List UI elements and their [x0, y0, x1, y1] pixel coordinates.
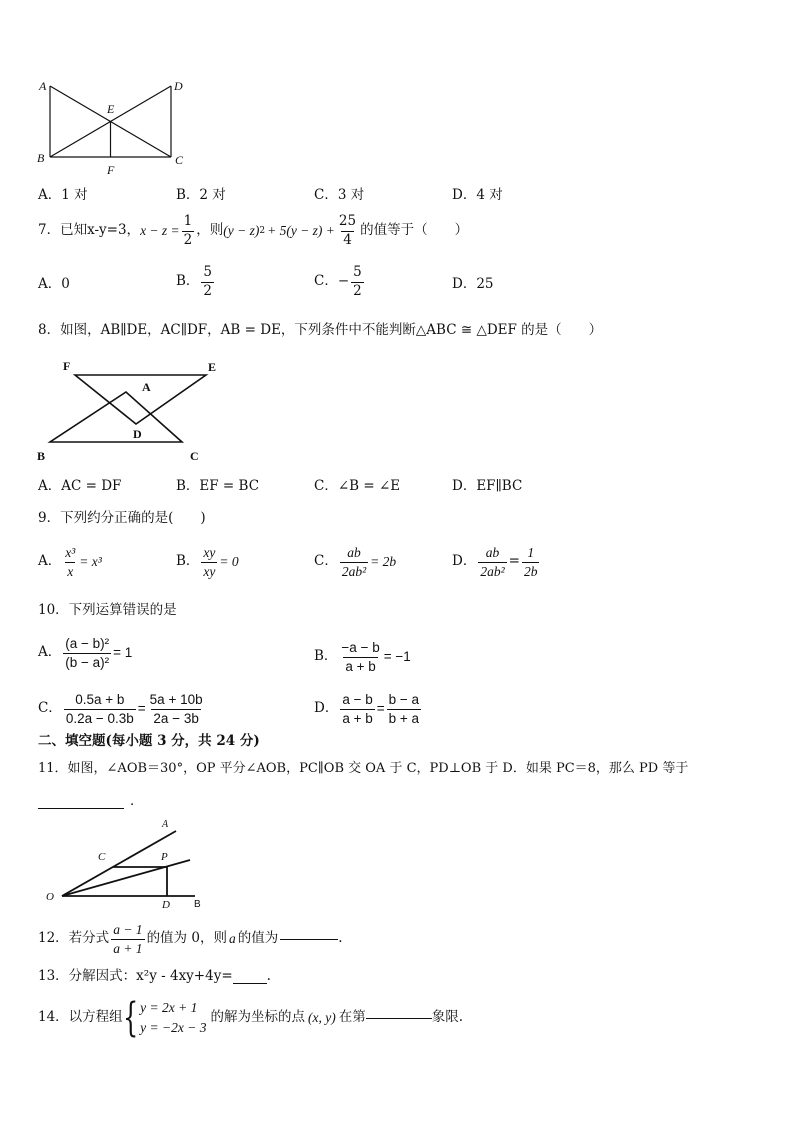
q10-c-num: 0.5a + b — [75, 692, 125, 707]
q11-end: ． — [130, 793, 144, 809]
q7-prefix: 7．已知x-y=3， — [38, 222, 141, 239]
q10-option-b-label: B． — [314, 648, 338, 665]
q10-d-rden: b + a — [388, 710, 420, 726]
q9-c-den: 2ab² — [341, 563, 367, 579]
q9-b-rhs: = 0 — [219, 554, 239, 570]
q9-b-den: xy — [203, 563, 216, 579]
q10-d-num: a − b — [342, 692, 373, 707]
q14-point: (x, y) — [307, 1010, 336, 1026]
q11-label-d: D — [162, 899, 170, 911]
q11-figure — [40, 818, 210, 913]
q10-option-c[interactable] — [38, 692, 207, 726]
q10-d-rnum: b − a — [388, 692, 420, 707]
q10-option-c-label: C． — [38, 700, 62, 717]
q12-end: . — [338, 930, 343, 947]
q11-label-p: P — [161, 851, 168, 863]
q7-option-b-label: B． — [176, 273, 200, 290]
q10-option-b[interactable] — [314, 640, 411, 674]
q9-a-rhs: = x³ — [79, 554, 102, 570]
q8-label-b: B — [37, 449, 46, 463]
q8-triangle-def — [75, 375, 206, 424]
q11-ray-op — [62, 860, 190, 896]
q11-answer-line — [38, 795, 144, 809]
q14-system — [140, 998, 206, 1037]
q10-a-num: (a − b)² — [65, 636, 110, 651]
q10-option-d[interactable] — [314, 692, 423, 726]
q9-d-rden: 2b — [523, 563, 538, 579]
q7-frac-num: 25 — [338, 213, 357, 229]
q14-mid: 的解为坐标的点 — [210, 1009, 305, 1026]
q9-option-d[interactable] — [452, 545, 541, 579]
q6-label-e: E — [107, 102, 115, 116]
q7-option-c-den: 2 — [353, 282, 362, 299]
q9-stem: 9．下列约分正确的是( ) — [38, 510, 206, 526]
q8-option-c[interactable]: C．∠B = ∠E — [314, 478, 401, 494]
q6-option-d[interactable]: D．4 对 — [452, 187, 503, 203]
q7-suffix: 的值等于（ ） — [360, 222, 469, 239]
q9-d-num: ab — [485, 545, 500, 560]
q10-option-a-label: A． — [38, 644, 62, 661]
q10-c-rnum: 5a + 10b — [149, 692, 203, 707]
q6-label-f: F — [107, 163, 115, 177]
q9-option-a[interactable] — [38, 545, 102, 579]
q11-label-c: C — [98, 851, 106, 863]
q9-option-b-label: B． — [176, 553, 200, 570]
q7-cond-fraction — [182, 214, 195, 248]
q6-option-c[interactable]: C．3 对 — [314, 187, 365, 203]
q14-stem — [38, 995, 463, 1041]
q10-option-d-label: D． — [314, 700, 339, 717]
q14-answer-blank[interactable] — [366, 1018, 432, 1019]
q6-option-b[interactable]: B．2 对 — [176, 187, 226, 203]
q12-suffix: 的值为 — [237, 930, 279, 947]
q9-option-c[interactable] — [314, 545, 396, 579]
q8-triangle-abc — [50, 392, 182, 442]
q14-suffix2: 象限. — [431, 1009, 463, 1026]
q13-stem — [38, 970, 271, 984]
q9-d-rnum: 1 — [527, 545, 535, 560]
q13-answer-blank[interactable] — [233, 983, 267, 984]
q10-d-eq: = — [376, 701, 385, 717]
q7-option-b-den: 2 — [203, 282, 213, 299]
q7-cond-den: 2 — [183, 231, 193, 248]
q9-a-den: x — [67, 563, 74, 579]
q8-option-d[interactable]: D．EF∥BC — [452, 478, 523, 494]
q7-expr2: + 5(y − z) + — [267, 223, 335, 239]
q6-label-d: D — [174, 79, 183, 93]
q8-label-a: A — [142, 380, 151, 394]
q9-c-rhs: = 2b — [370, 554, 397, 570]
q8-label-f: F — [63, 359, 71, 373]
q7-option-c-label: C．− — [314, 273, 350, 290]
q11-label-a: A — [162, 819, 169, 830]
q7-cond-lhs: x − z = — [140, 223, 180, 239]
q7-exp: 2 — [259, 225, 266, 236]
q7-option-a[interactable]: A．0 — [38, 276, 70, 292]
q11-stem: 11．如图，∠AOB＝30°，OP 平分∠AOB，PC∥OB 交 OA 于 C，PD⊥OB 于 D．如果 PC＝8，那么 PD 等于 — [38, 761, 689, 776]
q9-b-num: xy — [203, 545, 216, 560]
q12-mid: 的值为 0，则 — [146, 930, 227, 947]
q9-a-num: x³ — [65, 545, 76, 560]
q12-den: a + 1 — [113, 940, 143, 956]
q13-end: . — [266, 968, 271, 984]
q10-b-num: −a − b — [341, 640, 380, 655]
q10-option-a[interactable] — [38, 636, 132, 670]
q8-stem: 8．如图，AB∥DE，AC∥DF，AB = DE，下列条件中不能判断△ABC ≅ △DEF 的是（ ） — [38, 322, 603, 338]
q9-option-c-label: C． — [314, 553, 338, 570]
q8-label-d: D — [133, 427, 142, 441]
q10-d-den: a + b — [342, 710, 373, 726]
q7-option-b[interactable] — [176, 265, 216, 299]
q10-c-rden: 2a − 3b — [153, 710, 199, 726]
q6-label-a: A — [39, 79, 47, 93]
q7-fraction — [337, 214, 358, 248]
q7-frac-den: 4 — [343, 231, 352, 248]
q11-label-b: B — [194, 899, 201, 910]
q10-stem: 10．下列运算错误的是 — [38, 602, 177, 618]
q12-prefix: 12．若分式 — [38, 930, 110, 947]
q7-cond-num: 1 — [183, 213, 193, 229]
q8-figure — [36, 358, 226, 458]
q12-answer-blank[interactable] — [280, 939, 338, 940]
q10-b-den: a + b — [345, 658, 376, 674]
q14-suffix1: 在第 — [338, 1009, 366, 1026]
q8-option-b[interactable]: B．EF = BC — [176, 478, 260, 494]
q12-var: a — [228, 931, 236, 947]
q14-brace: { — [122, 995, 138, 1041]
q7-option-b-num: 5 — [203, 264, 213, 280]
q12-stem — [38, 922, 343, 956]
q8-label-e: E — [208, 360, 217, 374]
q14-eq2: y = −2x − 3 — [140, 1020, 207, 1035]
q6-figure — [36, 76, 196, 176]
q10-b-rhs: = −1 — [383, 649, 411, 665]
q8-label-c: C — [190, 449, 199, 463]
q9-option-b[interactable] — [176, 545, 239, 579]
q10-c-eq: = — [137, 701, 146, 717]
q9-option-d-label: D． — [452, 553, 477, 570]
q7-option-d[interactable]: D．25 — [452, 276, 494, 292]
q10-a-rhs: = 1 — [113, 645, 133, 661]
q9-d-eq: = — [508, 553, 520, 570]
q14-prefix: 14．以方程组 — [38, 1009, 123, 1026]
q7-stem — [38, 214, 468, 248]
q6-label-c: C — [175, 153, 184, 167]
q9-c-num: ab — [347, 545, 361, 560]
q7-option-c[interactable] — [314, 265, 366, 299]
section-2-title: 二、填空题(每小题 3 分，共 24 分) — [38, 733, 260, 749]
q9-option-a-label: A． — [38, 553, 62, 570]
q6-label-b: B — [37, 151, 45, 165]
q7-expr1: (y − z) — [223, 223, 260, 239]
q13-text: 13．分解因式：x²y - 4xy+4y= — [38, 968, 233, 984]
q11-label-o: O — [46, 891, 54, 903]
q12-num: a − 1 — [113, 922, 143, 937]
q9-d-den: 2ab² — [480, 563, 505, 579]
q11-ray-oa — [62, 831, 176, 896]
q10-a-den: (b − a)² — [65, 654, 110, 670]
q14-eq1: y = 2x + 1 — [140, 1000, 198, 1016]
q7-option-c-num: 5 — [353, 264, 362, 280]
q8-option-a[interactable]: A．AC = DF — [38, 478, 122, 494]
q10-c-den: 0.2a − 0.3b — [65, 710, 134, 726]
q7-mid: ，则 — [196, 222, 224, 239]
q6-option-a[interactable]: A．1 对 — [38, 187, 88, 203]
q11-answer-blank[interactable] — [38, 808, 124, 809]
